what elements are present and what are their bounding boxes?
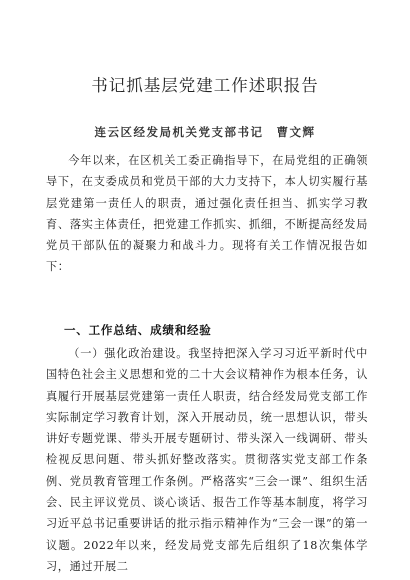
item-1-lead: （一）强化政治建设。 bbox=[68, 347, 189, 360]
item-1-paragraph bbox=[46, 343, 368, 577]
item-1-text: 我坚持把深入学习习近平新时代中国特色社会主义思想和党的二十大会议精神作为根本任务，认真履行开展基层党建第一责任人职责，结合经发局党支部工作实际制定学习教育计划，深入开展动员，统一思想认识，带头讲好专题党课、带头开展专题研讨、带头深入一线调研、带头检视反思问题、带头抓好整改落实。贯彻落实党支部工作条例、党员教育管理工作条例。严格落实“三会一课”、组织生活会、民主评议党员、谈心谈话、报告工作等基本制度，将学习习近平总书记重要讲话的批示指示精神作为“三会一课”的第一议题。2022年以来，经发局党支部先后组织了18次集体学习，通过开展二 bbox=[46, 347, 368, 573]
author-line: 连云区经发局机关党支部书记 曹文辉 bbox=[94, 125, 316, 139]
intro-paragraph: 今年以来，在区机关工委正确指导下，在局党组的正确领导下，在支委成员和党员干部的大力支持下，本人切实履行基层党建第一责任人的职责，通过强化责任担当、抓实学习教育、落实主体责任，把党建工作抓实、抓细，不断提高经发局党员干部队伍的凝聚力和战斗力。现将有关工作情况报告如下： bbox=[46, 154, 368, 274]
intro-paragraph-container bbox=[46, 150, 368, 278]
document-title: 书记抓基层党建工作述职报告 bbox=[91, 76, 319, 95]
section-heading: 一、工作总结、成绩和经验 bbox=[64, 323, 212, 337]
